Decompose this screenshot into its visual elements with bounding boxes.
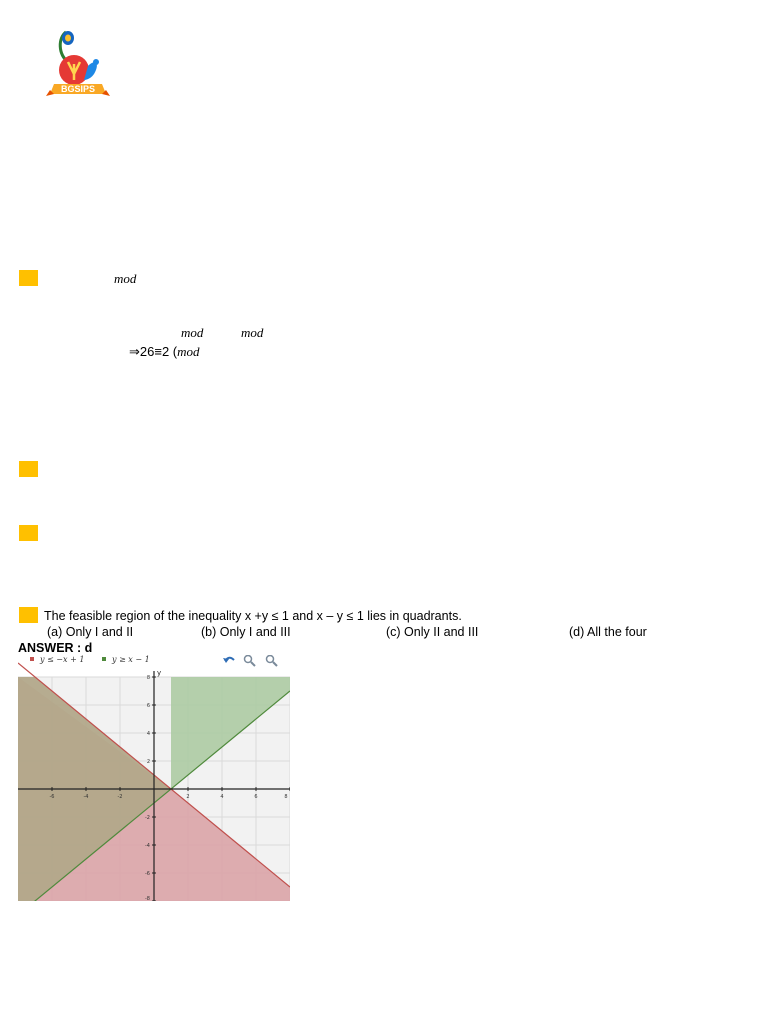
bullet-marker	[19, 607, 38, 623]
option-b: (b) Only I and III	[201, 625, 291, 639]
y-tick-label: -8	[145, 896, 150, 901]
y-tick-label: -6	[145, 871, 150, 877]
question-text: The feasible region of the inequality x +y ≤ 1 and x – y ≤ 1 lies in quadrants.	[44, 609, 462, 623]
option-a: (a) Only I and II	[47, 625, 134, 639]
math-mod-text: mod	[114, 271, 137, 286]
y-tick-label: 2	[146, 759, 150, 765]
x-tick-label: 2	[186, 794, 190, 800]
x-tick-label: 6	[254, 794, 258, 800]
school-logo	[44, 28, 112, 100]
y-axis-label: y	[157, 669, 162, 677]
congruence-line	[129, 343, 200, 361]
y-tick-label: 8	[146, 675, 150, 681]
legend-swatch	[102, 657, 106, 661]
y-tick-label: 4	[146, 731, 150, 737]
y-tick-label: -4	[145, 843, 150, 849]
option-c: (c) Only II and III	[386, 625, 479, 639]
x-tick-label: 8	[284, 794, 288, 800]
congruence-prefix: ⇒26≡2 (	[129, 344, 178, 359]
legend-swatch	[30, 657, 34, 661]
x-tick-label: -4	[83, 794, 89, 800]
feasible-region-graph	[18, 655, 290, 901]
option-d: (d) All the four	[569, 625, 647, 639]
bullet-marker	[19, 525, 38, 541]
y-tick-label: -2	[145, 815, 150, 821]
answer-text: ANSWER : d	[18, 641, 93, 655]
legend-label: y ≤ −x + 1	[40, 655, 85, 664]
x-tick-label: -2	[117, 794, 123, 800]
math-mod-text: mod	[177, 344, 200, 359]
x-tick-label: -6	[49, 794, 55, 800]
math-mod-text: mod	[241, 325, 264, 340]
logo-text: BGSIPS	[60, 84, 95, 94]
bullet-marker	[19, 270, 38, 286]
bullet-marker	[19, 461, 38, 477]
math-mod-text: mod	[181, 325, 204, 340]
graph-svg	[18, 655, 290, 901]
legend-label: y ≥ x − 1	[112, 655, 150, 664]
y-tick-label: 6	[146, 703, 150, 709]
x-tick-label: 4	[220, 794, 224, 800]
